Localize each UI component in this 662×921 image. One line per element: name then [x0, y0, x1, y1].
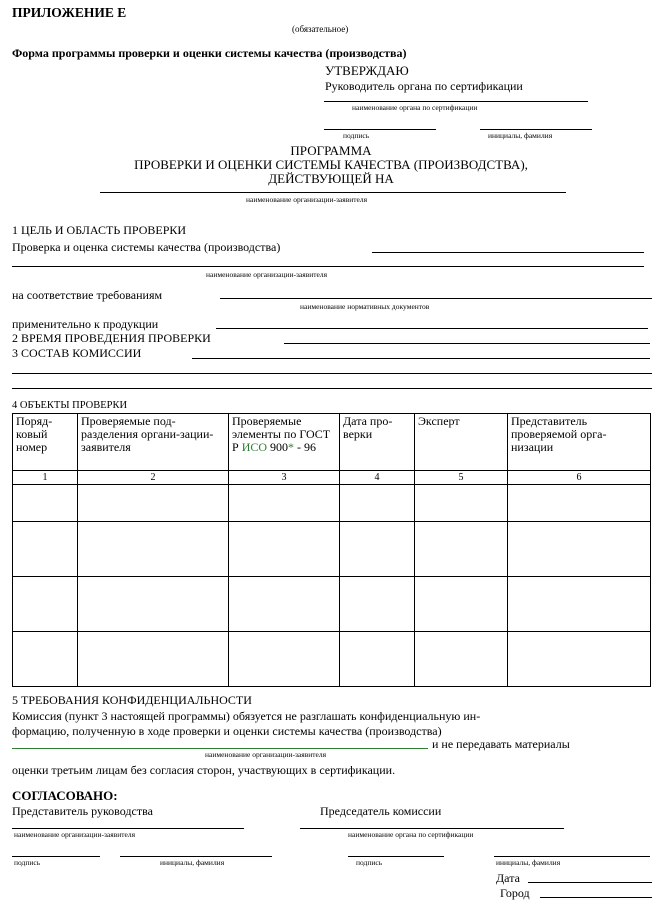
table-cell[interactable] — [340, 577, 415, 632]
form-title: Форма программы проверки и оценки системы качества (производства) — [12, 46, 407, 60]
section1-docs-line[interactable] — [220, 298, 652, 299]
table-cell[interactable] — [78, 522, 229, 577]
city-label: Город — [500, 886, 530, 900]
table-cell[interactable] — [340, 522, 415, 577]
agreed-right-org-caption: наименование органа по сертификации — [348, 830, 474, 839]
section1-product: применительно к продукции — [12, 317, 159, 331]
program-title-line2: ПРОВЕРКИ И ОЦЕНКИ СИСТЕМЫ КАЧЕСТВА (ПРОИЗВОДСТВА), — [134, 157, 528, 172]
agreed-left-sign-caption: подпись — [14, 858, 41, 867]
table-row[interactable] — [13, 485, 651, 522]
appendix-note: (обязательное) — [292, 24, 349, 34]
approve-org-line[interactable] — [324, 101, 588, 102]
table-row[interactable] — [13, 522, 651, 577]
table-cell[interactable] — [229, 632, 340, 687]
section3-line1[interactable] — [192, 358, 650, 359]
table-cell[interactable] — [415, 485, 508, 522]
table-cell[interactable] — [508, 632, 651, 687]
section5-tail: и не передавать материалы — [432, 737, 570, 751]
approve-sign-line[interactable] — [324, 129, 436, 130]
col-number: 3 — [229, 471, 340, 485]
table-cell[interactable] — [229, 577, 340, 632]
col-header-date: Дата про-верки — [340, 414, 415, 471]
agreed-left-org-line[interactable] — [12, 828, 244, 829]
section1-conformity: на соответствие требованиям — [12, 288, 163, 302]
section2-heading: 2 ВРЕМЯ ПРОВЕДЕНИЯ ПРОВЕРКИ — [12, 331, 211, 345]
appendix-title: ПРИЛОЖЕНИЕ Е — [12, 5, 127, 20]
table-cell[interactable] — [340, 632, 415, 687]
table-cell[interactable] — [229, 485, 340, 522]
col-number: 2 — [78, 471, 229, 485]
col-header-number: Поряд-ковый номер — [13, 414, 78, 471]
section5-org-line[interactable] — [12, 748, 428, 749]
table-cell[interactable] — [13, 577, 78, 632]
table-cell[interactable] — [229, 522, 340, 577]
city-line[interactable] — [540, 897, 652, 898]
approve-org-caption: наименование органа по сертификации — [352, 103, 478, 112]
agreed-heading: СОГЛАСОВАНО: — [12, 788, 118, 803]
program-org-caption: наименование организации-заявителя — [246, 195, 368, 204]
agreed-left-role: Представитель руководства — [12, 804, 153, 818]
program-title-line3: ДЕЙСТВУЮЩЕЙ НА — [268, 171, 394, 186]
agreed-right-sign-line[interactable] — [348, 856, 444, 857]
table-cell[interactable] — [78, 485, 229, 522]
section5-line4: оценки третьим лицам без согласия сторон, участвующих в сертификации. — [12, 763, 396, 777]
section1-line1-field[interactable] — [372, 252, 644, 253]
agreed-right-role: Председатель комиссии — [320, 804, 442, 818]
col-header-departments: Проверяемые под-разделения органи-зации-заявителя — [78, 414, 229, 471]
section1-product-line[interactable] — [216, 328, 648, 329]
table-cell[interactable] — [13, 632, 78, 687]
col-number: 1 — [13, 471, 78, 485]
col-number: 5 — [415, 471, 508, 485]
table-cell[interactable] — [13, 522, 78, 577]
table-cell[interactable] — [415, 632, 508, 687]
section3-line2[interactable] — [12, 373, 652, 374]
program-org-line[interactable] — [100, 192, 566, 193]
agreed-right-org-line[interactable] — [300, 828, 564, 829]
section2-line[interactable] — [284, 343, 650, 344]
section5-org-caption: наименование организации-заявителя — [205, 750, 327, 759]
table-cell[interactable] — [508, 522, 651, 577]
section1-docs-caption: наименование нормативных документов — [300, 302, 430, 311]
agreed-right-sign-caption: подпись — [356, 858, 383, 867]
approve-heading: УТВЕРЖДАЮ — [325, 63, 409, 78]
table-cell[interactable] — [415, 577, 508, 632]
table-cell[interactable] — [508, 577, 651, 632]
section5-line1: Комиссия (пункт 3 настоящей программы) обязуется не разглашать конфиденциальную ин- — [12, 709, 481, 723]
section5-heading: 5 ТРЕБОВАНИЯ КОНФИДЕНЦИАЛЬНОСТИ — [12, 693, 252, 707]
program-title-line1: ПРОГРАММА — [290, 143, 372, 158]
table-header-row — [13, 414, 651, 471]
column-numbers-row — [13, 471, 651, 485]
approve-name-caption: инициалы, фамилия — [488, 131, 553, 140]
section3-line3[interactable] — [12, 388, 652, 389]
table-cell[interactable] — [78, 632, 229, 687]
approve-role: Руководитель органа по сертификации — [325, 79, 523, 93]
col-number: 6 — [508, 471, 651, 485]
section3-heading: 3 СОСТАВ КОМИССИИ — [12, 346, 142, 360]
table-cell[interactable] — [78, 577, 229, 632]
table-row[interactable] — [13, 632, 651, 687]
col-header-representative: Представитель проверяемой орга-низации — [508, 414, 651, 471]
approve-name-line[interactable] — [480, 129, 592, 130]
table-row[interactable] — [13, 577, 651, 632]
section1-heading: 1 ЦЕЛЬ И ОБЛАСТЬ ПРОВЕРКИ — [12, 223, 187, 237]
section5-line2: формацию, полученную в ходе проверки и оценки системы качества (производства) — [12, 724, 442, 738]
table-cell[interactable] — [13, 485, 78, 522]
section1-org-line[interactable] — [12, 266, 644, 267]
agreed-right-name-caption: инициалы, фамилия — [496, 858, 561, 867]
agreed-left-name-caption: инициалы, фамилия — [160, 858, 225, 867]
section1-org-caption: наименование организации-заявителя — [206, 270, 328, 279]
col-number: 4 — [340, 471, 415, 485]
agreed-left-name-line[interactable] — [120, 856, 272, 857]
date-label: Дата — [496, 871, 520, 885]
approve-sign-caption: подпись — [343, 131, 370, 140]
agreed-right-name-line[interactable] — [494, 856, 650, 857]
agreed-left-sign-line[interactable] — [12, 856, 100, 857]
section4-heading: 4 ОБЪЕКТЫ ПРОВЕРКИ — [12, 400, 128, 411]
objects-table — [12, 413, 651, 687]
agreed-left-org-caption: наименование организации-заявителя — [14, 830, 136, 839]
table-cell[interactable] — [415, 522, 508, 577]
col-header-expert: Эксперт — [415, 414, 508, 471]
table-cell[interactable] — [508, 485, 651, 522]
col-header-elements: Проверяемые элементы по ГОСТ Р ИСО 900* - 96 — [229, 414, 340, 471]
section1-line1: Проверка и оценка системы качества (производства) — [12, 240, 281, 254]
date-line[interactable] — [528, 882, 652, 883]
table-cell[interactable] — [340, 485, 415, 522]
